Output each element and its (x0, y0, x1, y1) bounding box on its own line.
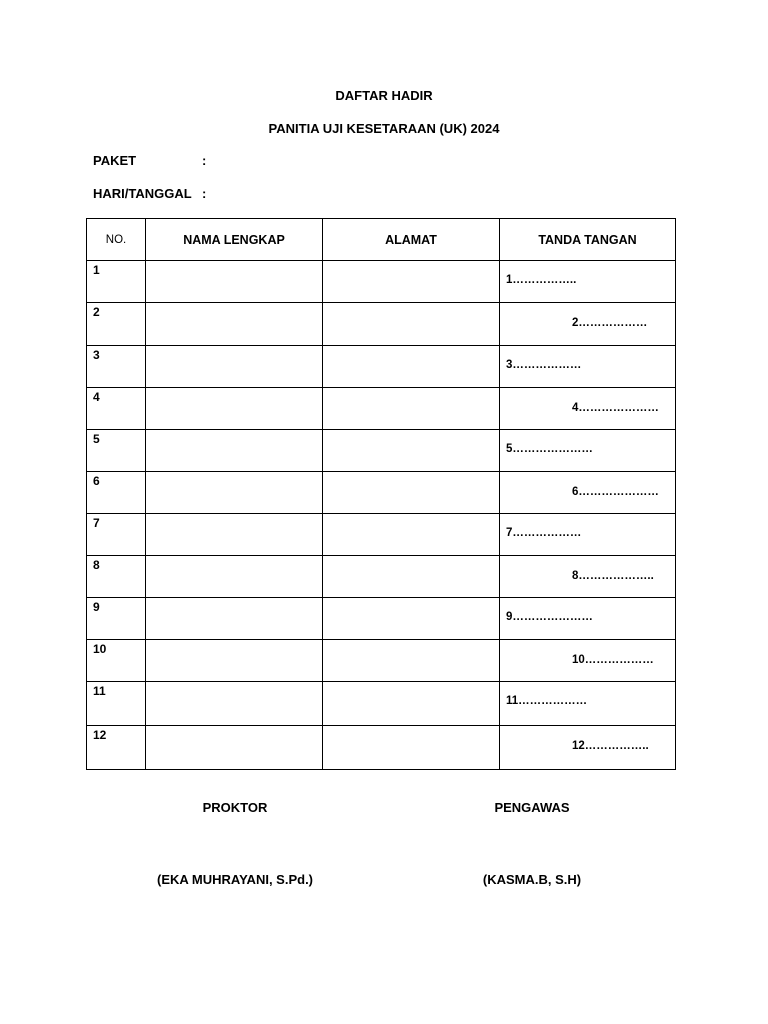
hari-tanggal-label: HARI/TANGGAL (93, 186, 192, 201)
alamat-cell[interactable] (323, 472, 500, 514)
nama-lengkap-cell[interactable] (146, 556, 323, 598)
signature-line: 8……………….. (572, 570, 654, 582)
document-title: DAFTAR HADIR (335, 88, 433, 103)
nama-lengkap-cell[interactable] (146, 514, 323, 556)
header-nama-lengkap: NAMA LENGKAP (146, 219, 323, 261)
row-number: 3 (87, 346, 146, 388)
row-number: 5 (87, 430, 146, 472)
hari-tanggal-colon: : (202, 186, 207, 201)
signature-line: 10……………… (572, 654, 654, 666)
row-number: 9 (87, 598, 146, 640)
tanda-tangan-cell[interactable] (500, 303, 676, 346)
tanda-tangan-cell[interactable] (500, 556, 676, 598)
row-number: 4 (87, 388, 146, 430)
header-tanda-tangan: TANDA TANGAN (500, 219, 676, 261)
attendance-table (86, 218, 676, 770)
signature-line: 12…………….. (572, 740, 649, 752)
signature-line: 5………………… (506, 443, 593, 455)
table-row (87, 514, 676, 556)
tanda-tangan-cell[interactable] (500, 514, 676, 556)
table-row (87, 726, 676, 770)
nama-lengkap-cell[interactable] (146, 726, 323, 770)
table-row (87, 556, 676, 598)
pengawas-title: PENGAWAS (494, 800, 570, 815)
header-no: NO. (87, 219, 146, 261)
alamat-cell[interactable] (323, 514, 500, 556)
tanda-tangan-cell[interactable] (500, 261, 676, 303)
table-row (87, 261, 676, 303)
row-number: 10 (87, 640, 146, 682)
signature-line: 3……………… (506, 359, 582, 371)
tanda-tangan-cell[interactable] (500, 472, 676, 514)
alamat-cell[interactable] (323, 261, 500, 303)
nama-lengkap-cell[interactable] (146, 430, 323, 472)
alamat-cell[interactable] (323, 388, 500, 430)
table-row (87, 430, 676, 472)
alamat-cell[interactable] (323, 430, 500, 472)
row-number: 7 (87, 514, 146, 556)
nama-lengkap-cell[interactable] (146, 346, 323, 388)
tanda-tangan-cell[interactable] (500, 598, 676, 640)
document-subtitle: PANITIA UJI KESETARAAN (UK) 2024 (268, 121, 500, 136)
alamat-cell[interactable] (323, 682, 500, 726)
tanda-tangan-cell[interactable] (500, 682, 676, 726)
pengawas-name: (KASMA.B, S.H) (482, 872, 582, 887)
header-alamat: ALAMAT (323, 219, 500, 261)
tanda-tangan-cell[interactable] (500, 726, 676, 770)
proktor-name: (EKA MUHRAYANI, S.Pd.) (156, 872, 314, 887)
row-number: 11 (87, 682, 146, 726)
table-row (87, 472, 676, 514)
table-row (87, 598, 676, 640)
signature-line: 7……………… (506, 527, 582, 539)
table-row (87, 346, 676, 388)
alamat-cell[interactable] (323, 726, 500, 770)
table-row (87, 388, 676, 430)
alamat-cell[interactable] (323, 556, 500, 598)
row-number: 12 (87, 726, 146, 770)
nama-lengkap-cell[interactable] (146, 388, 323, 430)
nama-lengkap-cell[interactable] (146, 598, 323, 640)
alamat-cell[interactable] (323, 303, 500, 346)
table-row (87, 303, 676, 346)
alamat-cell[interactable] (323, 640, 500, 682)
nama-lengkap-cell[interactable] (146, 303, 323, 346)
row-number: 2 (87, 303, 146, 346)
paket-label: PAKET (93, 153, 137, 168)
row-number: 6 (87, 472, 146, 514)
signature-line: 11……………… (506, 695, 588, 707)
tanda-tangan-cell[interactable] (500, 346, 676, 388)
nama-lengkap-cell[interactable] (146, 261, 323, 303)
signature-line: 6………………… (572, 486, 659, 498)
nama-lengkap-cell[interactable] (146, 472, 323, 514)
table-header-row (87, 219, 676, 261)
tanda-tangan-cell[interactable] (500, 430, 676, 472)
alamat-cell[interactable] (323, 346, 500, 388)
proktor-title: PROKTOR (202, 800, 268, 815)
row-number: 1 (87, 261, 146, 303)
signature-line: 1…………….. (506, 274, 577, 286)
signature-line: 9………………… (506, 611, 593, 623)
tanda-tangan-cell[interactable] (500, 388, 676, 430)
tanda-tangan-cell[interactable] (500, 640, 676, 682)
table-row (87, 640, 676, 682)
table-row (87, 682, 676, 726)
signature-line: 2……………… (572, 317, 648, 329)
row-number: 8 (87, 556, 146, 598)
paket-colon: : (202, 153, 207, 168)
alamat-cell[interactable] (323, 598, 500, 640)
nama-lengkap-cell[interactable] (146, 640, 323, 682)
nama-lengkap-cell[interactable] (146, 682, 323, 726)
signature-line: 4………………… (572, 402, 659, 414)
